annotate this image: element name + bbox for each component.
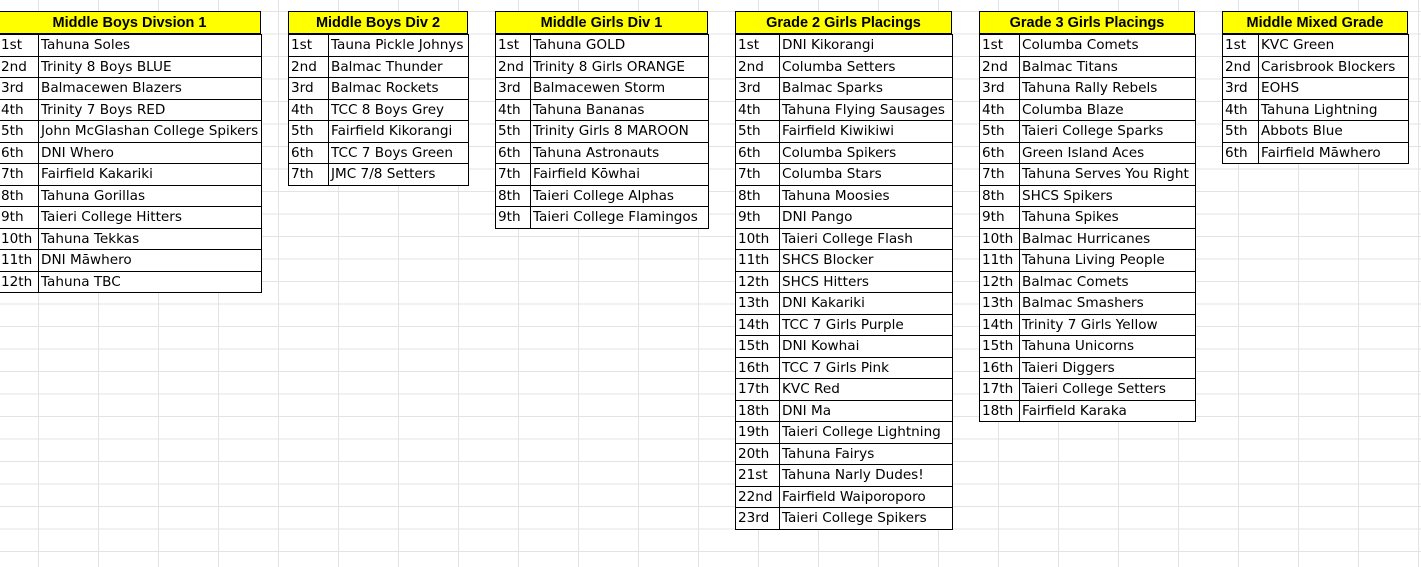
table-row [736,379,953,401]
table-row [736,250,953,272]
table-row [980,271,1196,293]
team-cell[interactable]: DNI Ma [780,400,953,422]
table-row [736,400,953,422]
placing-cell[interactable]: 7th [0,164,39,186]
table-row [0,228,262,250]
placing-cell[interactable]: 5th [1223,121,1259,143]
table-row [980,35,1196,57]
placing-cell[interactable]: 4th [736,99,780,121]
table-row [496,164,709,186]
placing-cell[interactable]: 8th [736,185,780,207]
team-cell[interactable]: Tahuna Flying Sausages [780,99,953,121]
placing-cell[interactable]: 14th [980,314,1020,336]
team-cell[interactable]: Trinity 8 Boys BLUE [39,56,262,78]
placings-table [979,34,1196,422]
placing-cell[interactable]: 3rd [289,78,329,100]
table-row [496,142,709,164]
table-row [496,99,709,121]
team-cell[interactable]: Taieri College Setters [1020,379,1196,401]
team-cell[interactable]: Taieri College Alphas [531,185,709,207]
team-cell[interactable]: DNI Kowhai [780,336,953,358]
placings-table [495,34,709,229]
table-row [980,56,1196,78]
table-row [980,121,1196,143]
placing-cell[interactable]: 11th [0,250,39,272]
placing-cell[interactable]: 1st [0,35,39,57]
table-row [736,207,953,229]
table-row [0,35,262,57]
placing-cell[interactable]: 17th [736,379,780,401]
table-row [0,271,262,293]
table-row [736,314,953,336]
team-cell[interactable]: Carisbrook Blockers [1259,56,1409,78]
placing-cell[interactable]: 3rd [1223,78,1259,100]
table-row [0,185,262,207]
table-row [496,121,709,143]
group-header[interactable]: Middle Boys Div 2 [288,11,468,34]
team-cell[interactable]: Tahuna Gorillas [39,185,262,207]
team-cell[interactable]: Balmac Thunder [329,56,469,78]
placing-cell[interactable]: 4th [289,99,329,121]
placing-cell[interactable]: 10th [980,228,1020,250]
group-header[interactable]: Grade 3 Girls Placings [979,11,1195,34]
placing-cell[interactable]: 3rd [736,78,780,100]
placing-cell[interactable]: 6th [0,142,39,164]
placing-cell[interactable]: 1st [289,35,329,57]
placing-cell[interactable]: 8th [980,185,1020,207]
placings-table [1222,34,1409,164]
team-cell[interactable]: DNI Pango [780,207,953,229]
placing-cell[interactable]: 11th [980,250,1020,272]
table-row [0,142,262,164]
table-row [0,78,262,100]
table-row [289,164,469,186]
placing-cell[interactable]: 2nd [1223,56,1259,78]
team-cell[interactable]: Tahuna Soles [39,35,262,57]
team-cell[interactable]: SHCS Hitters [780,271,953,293]
team-cell[interactable]: DNI Māwhero [39,250,262,272]
team-cell[interactable]: Balmac Rockets [329,78,469,100]
group-grade3-girls [979,11,1195,422]
table-row [496,185,709,207]
group-header[interactable]: Middle Mixed Grade [1222,11,1408,34]
placing-cell[interactable]: 12th [980,271,1020,293]
placing-cell[interactable]: 5th [0,121,39,143]
placing-cell[interactable]: 17th [980,379,1020,401]
placing-cell[interactable]: 7th [736,164,780,186]
team-cell[interactable]: Tahuna Moosies [780,185,953,207]
table-row [736,56,953,78]
team-cell[interactable]: KVC Red [780,379,953,401]
placing-cell[interactable]: 9th [736,207,780,229]
table-row [980,207,1196,229]
team-cell[interactable]: Balmac Sparks [780,78,953,100]
team-cell[interactable]: EOHS [1259,78,1409,100]
team-cell[interactable]: Taieri Diggers [1020,357,1196,379]
team-cell[interactable]: Fairfield Waiporoporo [780,486,953,508]
table-row [1223,35,1409,57]
team-cell[interactable]: SHCS Blocker [780,250,953,272]
table-row [496,207,709,229]
placing-cell[interactable]: 7th [496,164,531,186]
placing-cell[interactable]: 4th [0,99,39,121]
placing-cell[interactable]: 2nd [289,56,329,78]
table-row [980,314,1196,336]
team-cell[interactable]: Taieri College Lightning [780,422,953,444]
team-cell[interactable]: Tahuna Astronauts [531,142,709,164]
team-cell[interactable]: Balmacewen Blazers [39,78,262,100]
group-header[interactable]: Middle Boys Divsion 1 [0,11,261,34]
team-cell[interactable]: Balmacewen Storm [531,78,709,100]
team-cell[interactable]: Columba Stars [780,164,953,186]
placings-table [288,34,469,186]
table-row [980,142,1196,164]
table-row [289,78,469,100]
placing-cell[interactable]: 16th [980,357,1020,379]
placing-cell[interactable]: 22nd [736,486,780,508]
placing-cell[interactable]: 23rd [736,508,780,530]
table-row [736,99,953,121]
placing-cell[interactable]: 6th [1223,142,1259,164]
table-row [0,99,262,121]
placing-cell[interactable]: 8th [0,185,39,207]
placing-cell[interactable]: 4th [1223,99,1259,121]
team-cell[interactable]: Tahuna Fairys [780,443,953,465]
team-cell[interactable]: Tahuna Living People [1020,250,1196,272]
table-row [736,185,953,207]
table-row [289,56,469,78]
team-cell[interactable]: Fairfield Kiwikiwi [780,121,953,143]
placing-cell[interactable]: 15th [736,336,780,358]
team-cell[interactable]: Balmac Hurricanes [1020,228,1196,250]
team-cell[interactable]: Balmac Smashers [1020,293,1196,315]
placing-cell[interactable]: 21st [736,465,780,487]
table-row [0,56,262,78]
placing-cell[interactable]: 1st [1223,35,1259,57]
team-cell[interactable]: Columba Spikers [780,142,953,164]
placing-cell[interactable]: 16th [736,357,780,379]
table-row [1223,78,1409,100]
placing-cell[interactable]: 3rd [0,78,39,100]
placing-cell[interactable]: 14th [736,314,780,336]
team-cell[interactable]: DNI Whero [39,142,262,164]
table-row [289,121,469,143]
table-row [736,422,953,444]
table-row [0,164,262,186]
team-cell[interactable]: Balmac Titans [1020,56,1196,78]
placing-cell[interactable]: 10th [0,228,39,250]
team-cell[interactable]: DNI Kikorangi [780,35,953,57]
placing-cell[interactable]: 6th [496,142,531,164]
table-row [736,35,953,57]
team-cell[interactable]: Fairfield Māwhero [1259,142,1409,164]
team-cell[interactable]: DNI Kakariki [780,293,953,315]
placing-cell[interactable]: 5th [496,121,531,143]
table-row [980,336,1196,358]
team-cell[interactable]: Tahuna Unicorns [1020,336,1196,358]
table-row [980,164,1196,186]
team-cell[interactable]: Trinity Girls 8 MAROON [531,121,709,143]
placing-cell[interactable]: 6th [289,142,329,164]
table-row [289,35,469,57]
team-cell[interactable]: Tahuna TBC [39,271,262,293]
table-row [736,271,953,293]
placing-cell[interactable]: 7th [980,164,1020,186]
table-row [980,228,1196,250]
placing-cell[interactable]: 18th [980,400,1020,422]
team-cell[interactable]: Balmac Comets [1020,271,1196,293]
table-row [289,99,469,121]
table-row [0,121,262,143]
team-cell[interactable]: Fairfield Karaka [1020,400,1196,422]
table-row [496,78,709,100]
team-cell[interactable]: Tahuna Lightning [1259,99,1409,121]
table-row [980,293,1196,315]
team-cell[interactable]: Abbots Blue [1259,121,1409,143]
placing-cell[interactable]: 12th [736,271,780,293]
table-row [1223,142,1409,164]
team-cell[interactable]: Taieri College Hitters [39,207,262,229]
team-cell[interactable]: Taieri College Flamingos [531,207,709,229]
table-row [736,443,953,465]
team-cell[interactable]: Columba Blaze [1020,99,1196,121]
placing-cell[interactable]: 8th [496,185,531,207]
team-cell[interactable]: Fairfield Kikorangi [329,121,469,143]
team-cell[interactable]: Green Island Aces [1020,142,1196,164]
team-cell[interactable]: TCC 7 Boys Green [329,142,469,164]
team-cell[interactable]: TCC 7 Girls Pink [780,357,953,379]
table-row [736,486,953,508]
team-cell[interactable]: SHCS Spikers [1020,185,1196,207]
table-row [736,228,953,250]
table-row [736,142,953,164]
team-cell[interactable]: Fairfield Kōwhai [531,164,709,186]
table-row [736,508,953,530]
table-row [736,336,953,358]
team-cell[interactable]: Tahuna Narly Dudes! [780,465,953,487]
table-row [980,357,1196,379]
table-row [736,164,953,186]
table-row [980,379,1196,401]
table-row [1223,56,1409,78]
table-row [496,56,709,78]
team-cell[interactable]: KVC Green [1259,35,1409,57]
table-row [980,400,1196,422]
team-cell[interactable]: Trinity 7 Boys RED [39,99,262,121]
team-cell[interactable]: John McGlashan College Spikers [39,121,262,143]
placing-cell[interactable]: 12th [0,271,39,293]
team-cell[interactable]: Taieri College Sparks [1020,121,1196,143]
team-cell[interactable]: Taieri College Flash [780,228,953,250]
team-cell[interactable]: Tahuna Serves You Right [1020,164,1196,186]
team-cell[interactable]: Tahuna Tekkas [39,228,262,250]
team-cell[interactable]: Taieri College Spikers [780,508,953,530]
team-cell[interactable]: TCC 7 Girls Purple [780,314,953,336]
table-row [736,121,953,143]
placing-cell[interactable]: 4th [496,99,531,121]
team-cell[interactable]: Columba Setters [780,56,953,78]
team-cell[interactable]: Tahuna Spikes [1020,207,1196,229]
table-row [0,250,262,272]
team-cell[interactable]: Fairfield Kakariki [39,164,262,186]
team-cell[interactable]: TCC 8 Boys Grey [329,99,469,121]
team-cell[interactable]: JMC 7/8 Setters [329,164,469,186]
placing-cell[interactable]: 9th [0,207,39,229]
placing-cell[interactable]: 19th [736,422,780,444]
group-header[interactable]: Middle Girls Div 1 [495,11,708,34]
group-grade2-girls [735,11,952,530]
team-cell[interactable]: Tahuna Rally Rebels [1020,78,1196,100]
placings-table [735,34,953,530]
placing-cell[interactable]: 3rd [496,78,531,100]
table-row [289,142,469,164]
placing-cell[interactable]: 2nd [0,56,39,78]
placing-cell[interactable]: 2nd [980,56,1020,78]
placing-cell[interactable]: 4th [980,99,1020,121]
team-cell[interactable]: Tahuna Bananas [531,99,709,121]
placing-cell[interactable]: 1st [980,35,1020,57]
table-row [0,207,262,229]
placing-cell[interactable]: 20th [736,443,780,465]
placing-cell[interactable]: 1st [496,35,531,57]
table-row [980,250,1196,272]
table-row [736,465,953,487]
placing-cell[interactable]: 7th [289,164,329,186]
group-middle-mixed [1222,11,1408,164]
table-row [1223,121,1409,143]
placing-cell[interactable]: 13th [980,293,1020,315]
placing-cell[interactable]: 3rd [980,78,1020,100]
group-middle-boys-div2 [288,11,468,186]
team-cell[interactable]: Trinity 8 Girls ORANGE [531,56,709,78]
team-cell[interactable]: Tahuna GOLD [531,35,709,57]
placing-cell[interactable]: 18th [736,400,780,422]
placing-cell[interactable]: 6th [736,142,780,164]
placing-cell[interactable]: 2nd [736,56,780,78]
placing-cell[interactable]: 9th [980,207,1020,229]
group-middle-girls-div1 [495,11,708,229]
table-row [736,357,953,379]
table-row [496,35,709,57]
placing-cell[interactable]: 5th [736,121,780,143]
table-row [980,99,1196,121]
team-cell[interactable]: Trinity 7 Girls Yellow [1020,314,1196,336]
placing-cell[interactable]: 5th [289,121,329,143]
placing-cell[interactable]: 9th [496,207,531,229]
placing-cell[interactable]: 1st [736,35,780,57]
placing-cell[interactable]: 11th [736,250,780,272]
placing-cell[interactable]: 10th [736,228,780,250]
placing-cell[interactable]: 2nd [496,56,531,78]
table-row [736,78,953,100]
team-cell[interactable]: Tauna Pickle Johnys [329,35,469,57]
table-row [980,78,1196,100]
placings-table [0,34,262,293]
placing-cell[interactable]: 15th [980,336,1020,358]
placing-cell[interactable]: 5th [980,121,1020,143]
team-cell[interactable]: Columba Comets [1020,35,1196,57]
group-middle-boys-div1 [0,11,261,293]
table-row [980,185,1196,207]
placing-cell[interactable]: 6th [980,142,1020,164]
table-row [736,293,953,315]
table-row [1223,99,1409,121]
placing-cell[interactable]: 13th [736,293,780,315]
group-header[interactable]: Grade 2 Girls Placings [735,11,952,34]
